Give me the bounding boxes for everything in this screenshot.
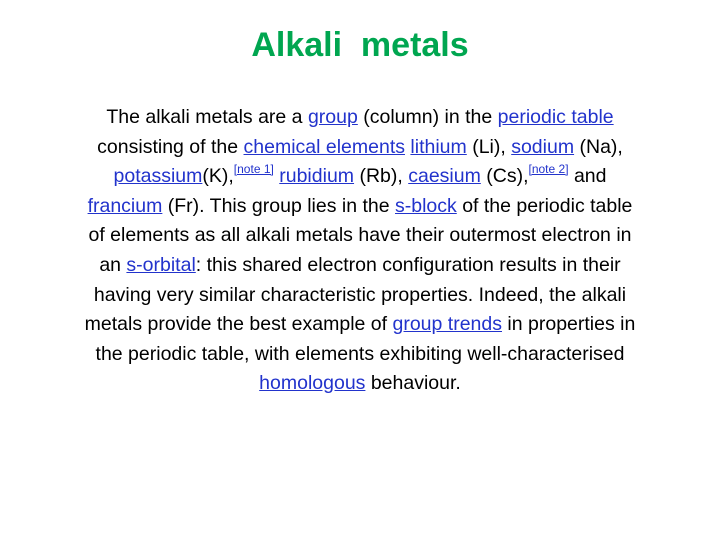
text-run: The alkali metals are a: [106, 106, 308, 128]
text-run: in properties in the periodic table, with elements exhibiting well-characterised: [95, 313, 636, 365]
link-group[interactable]: group: [307, 106, 358, 128]
text-run: (Na),: [574, 135, 623, 158]
link-rubidium[interactable]: rubidium: [279, 165, 355, 188]
body-paragraph: [80, 103, 640, 399]
text-run: (K),: [202, 165, 234, 188]
text-run: (Li),: [466, 135, 512, 158]
link-s-block[interactable]: s-block: [395, 194, 457, 217]
text-run: : this shared electron configuration results in their having very similar characteristic properties. Indeed, the alkali metals provide the best example of: [84, 253, 627, 336]
link-lithium[interactable]: lithium: [410, 135, 467, 158]
link-caesium[interactable]: caesium: [408, 165, 481, 188]
link-note-1[interactable]: [note 1]: [233, 161, 274, 176]
text-run: (Fr). This group lies in the: [162, 194, 395, 217]
link-periodic-table[interactable]: periodic table: [497, 106, 614, 128]
text-run: consisting of the: [97, 135, 244, 158]
link-sodium[interactable]: sodium: [511, 135, 575, 158]
text-run: (Rb),: [354, 165, 409, 188]
text-run: (Cs),: [480, 165, 529, 188]
link-s-orbital[interactable]: s-orbital: [126, 253, 196, 276]
text-run: of the periodic table of elements as all alkali metals have their outermost electron in an: [88, 194, 633, 276]
link-chemical-elements[interactable]: chemical elements: [243, 135, 405, 158]
link-note-2[interactable]: [note 2]: [528, 161, 569, 176]
link-potassium[interactable]: potassium: [113, 165, 203, 188]
slide-title: Alkali metals: [251, 26, 469, 64]
text-run: behaviour.: [365, 372, 461, 395]
link-homologous[interactable]: homologous: [259, 372, 366, 395]
link-francium[interactable]: francium: [87, 194, 163, 217]
link-group-trends[interactable]: group trends: [392, 313, 502, 336]
text-run: and: [568, 165, 607, 188]
text-run: (column) in the: [357, 106, 498, 128]
